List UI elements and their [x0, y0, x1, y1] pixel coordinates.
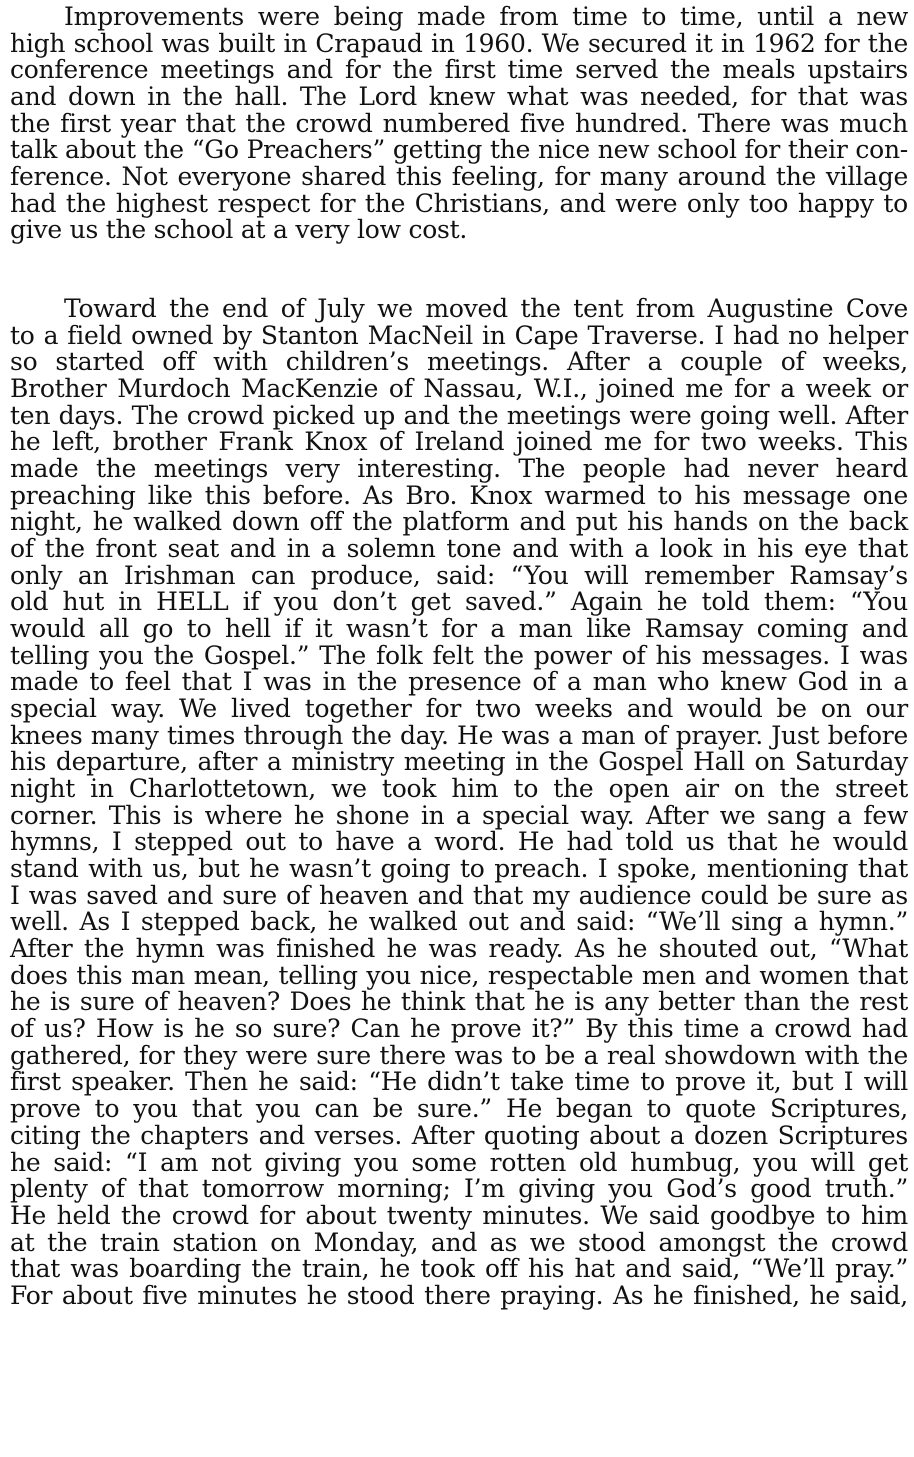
text-line: give us the school at a very low cost.: [10, 215, 468, 245]
text-line: he is sure of heaven? Does he think that he is any better than the rest: [10, 987, 908, 1017]
text-line: his departure, after a ministry meeting in the Gospel Hall on Saturday: [10, 747, 908, 777]
text-line: made the meetings very interesting. The people had never heard: [10, 454, 908, 484]
text-line: night in Charlottetown, we took him to the open air on the street: [10, 774, 908, 804]
text-line: Brother Murdoch MacKenzie of Nassau, W.I., joined me for a week or: [10, 374, 908, 404]
text-line: the first year that the crowd numbered five hundred. There was much: [10, 108, 908, 138]
text-line: For about five minutes he stood there praying. As he finished, he said,: [10, 1280, 908, 1310]
text-line: ference. Not everyone shared this feeling, for many around the village: [10, 162, 908, 192]
text-line: first speaker. Then he said: “He didn’t take time to prove it, but I will: [10, 1067, 908, 1097]
text-line: telling you the Gospel.” The folk felt the power of his messages. I was: [10, 640, 908, 670]
text-line: ten days. The crowd picked up and the meetings were going well. After: [10, 400, 908, 430]
text-line: citing the chapters and verses. After quoting about a dozen Scriptures: [10, 1120, 908, 1150]
text-line: had the highest respect for the Christians, and were only too happy to: [10, 188, 908, 218]
text-line: of us? How is he so sure? Can he prove it?” By this time a crowd had: [10, 1014, 908, 1044]
text-line: Toward the end of July we moved the tent from Augustine Cove: [64, 294, 908, 323]
text-line: he said: “I am not giving you some rotten old humbug, you will get: [10, 1147, 908, 1177]
text-line: corner. This is where he shone in a special way. After we sang a few: [10, 800, 908, 830]
text-line: does this man mean, telling you nice, respectable men and women that: [10, 960, 908, 990]
text-line: high school was built in Crapaud in 1960. We secured it in 1962 for the: [10, 28, 908, 58]
text-line: prove to you that you can be sure.” He began to quote Scriptures,: [10, 1094, 908, 1124]
text-line: well. As I stepped back, he walked out and said: “We’ll sing a hymn.”: [10, 907, 908, 937]
text-line: He held the crowd for about twenty minutes. We said goodbye to him: [10, 1200, 908, 1230]
text-line: so started off with children’s meetings. After a couple of weeks,: [10, 347, 908, 377]
text-line: plenty of that tomorrow morning; I’m giving you God’s good truth.”: [10, 1174, 908, 1204]
text-line: Improvements were being made from time to time, until a new: [64, 2, 908, 31]
text-line: stand with us, but he wasn’t going to preach. I spoke, mentioning that: [10, 854, 908, 884]
text-line: only an Irishman can produce, said: “You will remember Ramsay’s: [10, 560, 908, 590]
text-line: at the train station on Monday, and as we stood amongst the crowd: [10, 1227, 908, 1257]
text-line: and down in the hall. The Lord knew what was needed, for that was: [10, 82, 908, 112]
text-line: special way. We lived together for two weeks and would be on our: [10, 694, 908, 724]
text-line: preaching like this before. As Bro. Knox warmed to his message one: [10, 480, 908, 510]
paragraph-1: [10, 4, 908, 244]
text-line: that was boarding the train, he took off his hat and said, “We’ll pray.”: [10, 1254, 908, 1284]
text-line: to a field owned by Stanton MacNeil in Cape Traverse. I had no helper: [10, 320, 908, 350]
text-line: talk about the “Go Preachers” getting the nice new school for their con-: [10, 135, 908, 165]
text-line: night, he walked down off the platform and put his hands on the back: [10, 507, 908, 537]
text-line: he left, brother Frank Knox of Ireland joined me for two weeks. This: [10, 427, 908, 457]
text-line: conference meetings and for the first time served the meals upstairs: [10, 55, 908, 85]
text-line: of the front seat and in a solemn tone and with a look in his eye that: [10, 534, 908, 564]
paragraph-2: [10, 296, 908, 1310]
text-line: would all go to hell if it wasn’t for a man like Ramsay coming and: [10, 614, 908, 644]
text-line: old hut in HELL if you don’t get saved.” Again he told them: “You: [10, 587, 908, 617]
text-line: hymns, I stepped out to have a word. He had told us that he would: [10, 827, 908, 857]
text-line: After the hymn was finished he was ready. As he shouted out, “What: [10, 934, 908, 964]
text-line: gathered, for they were sure there was to be a real showdown with the: [10, 1040, 908, 1070]
text-line: made to feel that I was in the presence of a man who knew God in a: [10, 667, 908, 697]
text-line: I was saved and sure of heaven and that my audience could be sure as: [10, 880, 908, 910]
text-line: knees many times through the day. He was a man of prayer. Just before: [10, 720, 908, 750]
